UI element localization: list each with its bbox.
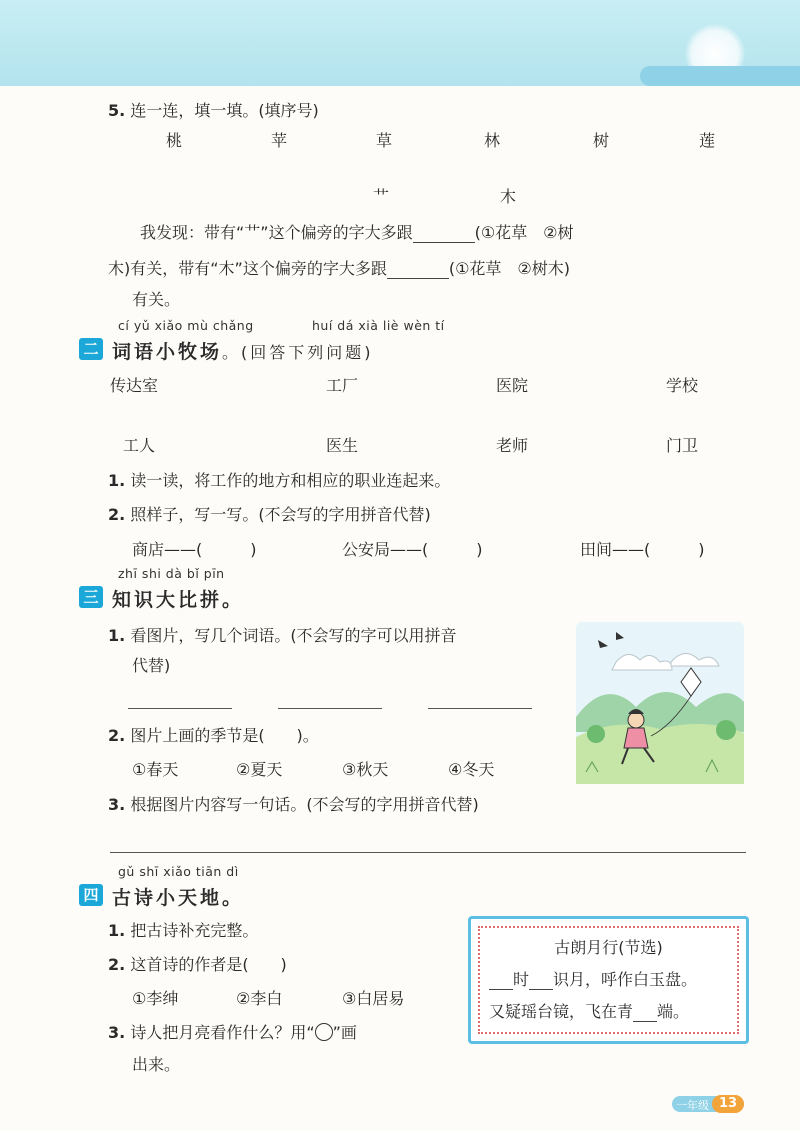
place-item: 工厂: [326, 376, 359, 395]
section3-q1-cont: 代替): [132, 656, 171, 675]
grade-label: 一年级: [676, 1099, 709, 1112]
section3-title: 知识大比拼。: [112, 589, 245, 611]
char-shu: 树: [593, 131, 610, 150]
radical-grass: 艹: [373, 187, 390, 206]
author-option[interactable]: ②李白: [236, 989, 283, 1008]
section3-pinyin: zhī shi dà bǐ pīn: [118, 566, 225, 581]
kite-girl-illustration: [576, 622, 744, 784]
section4-title: 古诗小天地。: [112, 887, 245, 909]
char-lin: 林: [484, 131, 501, 150]
poem-box: [468, 916, 749, 1044]
place-item: 医院: [496, 376, 529, 395]
char-cao: 草: [376, 131, 393, 150]
example-item[interactable]: 商店——( ): [132, 540, 257, 559]
section3-q3: 3. 根据图片内容写一句话。(不会写的字用拼音代替): [108, 795, 479, 814]
poem-blank[interactable]: [489, 975, 513, 990]
season-option[interactable]: ③秋天: [342, 760, 389, 779]
section2-badge: 二: [79, 338, 103, 360]
section2-pinyin: cí yǔ xiǎo mù chǎng: [118, 318, 254, 333]
author-option[interactable]: ③白居易: [342, 989, 405, 1008]
answer-line[interactable]: [278, 708, 382, 709]
q5-finding-line2: 木)有关，带有“木”这个偏旁的字大多跟 (①花草 ②树木): [108, 259, 571, 278]
section2-q1: 1. 读一读，将工作的地方和相应的职业连起来。: [108, 471, 451, 490]
poem-blank[interactable]: [633, 1007, 657, 1022]
answer-line[interactable]: [128, 708, 232, 709]
answer-blank[interactable]: [387, 264, 449, 279]
section4-q1: 1. 把古诗补充完整。: [108, 921, 259, 940]
section2-q2: 2. 照样子，写一写。(不会写的字用拼音代替): [108, 505, 431, 524]
job-item: 老师: [496, 436, 529, 455]
poem-line1: 时 识月，呼作白玉盘。: [489, 967, 697, 990]
section2-title: 词语小牧场。(回答下列问题): [112, 341, 374, 363]
place-item: 传达室: [110, 376, 159, 395]
cloud-decoration: [640, 66, 800, 86]
q5-prompt: 5. 连一连，填一填。(填序号): [108, 101, 319, 120]
answer-line[interactable]: [428, 708, 532, 709]
section3-badge: 三: [79, 586, 103, 608]
season-option[interactable]: ①春天: [132, 760, 179, 779]
section4-badge: 四: [79, 884, 103, 906]
place-item: 学校: [666, 376, 699, 395]
poem-line2: 又疑瑶台镜，飞在青 端。: [489, 1002, 690, 1021]
q5-finding-line1: 我发现：带有“艹”这个偏旁的字大多跟 (①花草 ②树: [140, 223, 574, 242]
job-item: 医生: [326, 436, 359, 455]
section4-q3: 3. 诗人把月亮看作什么？用“ ”画: [108, 1023, 357, 1042]
circle-icon: [315, 1023, 333, 1041]
section4-pinyin: gǔ shī xiǎo tiān dì: [118, 864, 239, 879]
page-number: 13: [712, 1095, 744, 1113]
section4-q2: 2. 这首诗的作者是( ): [108, 955, 287, 974]
job-item: 门卫: [666, 436, 699, 455]
season-option[interactable]: ④冬天: [448, 760, 495, 779]
poem-blank[interactable]: [529, 975, 553, 990]
job-item: 工人: [123, 436, 156, 455]
char-ping: 苹: [271, 131, 288, 150]
season-option[interactable]: ②夏天: [236, 760, 283, 779]
section4-q3-cont: 出来。: [132, 1055, 181, 1074]
example-item[interactable]: 公安局——( ): [342, 540, 483, 559]
char-tao: 桃: [166, 131, 183, 150]
author-option[interactable]: ①李绅: [132, 989, 179, 1008]
q5-finding-line3: 有关。: [132, 290, 181, 309]
radical-wood: 木: [500, 187, 517, 206]
section3-q1: 1. 看图片，写几个词语。(不会写的字可以用拼音: [108, 626, 457, 645]
example-item[interactable]: 田间——( ): [580, 540, 705, 559]
poem-title: 古朗月行(节选): [554, 938, 663, 957]
char-lian: 莲: [699, 131, 716, 150]
section2-pinyin-b: huí dá xià liè wèn tí: [312, 318, 445, 333]
section3-q2: 2. 图片上画的季节是( )。: [108, 726, 319, 745]
answer-blank[interactable]: [413, 228, 475, 243]
sentence-answer-line[interactable]: [110, 852, 746, 853]
